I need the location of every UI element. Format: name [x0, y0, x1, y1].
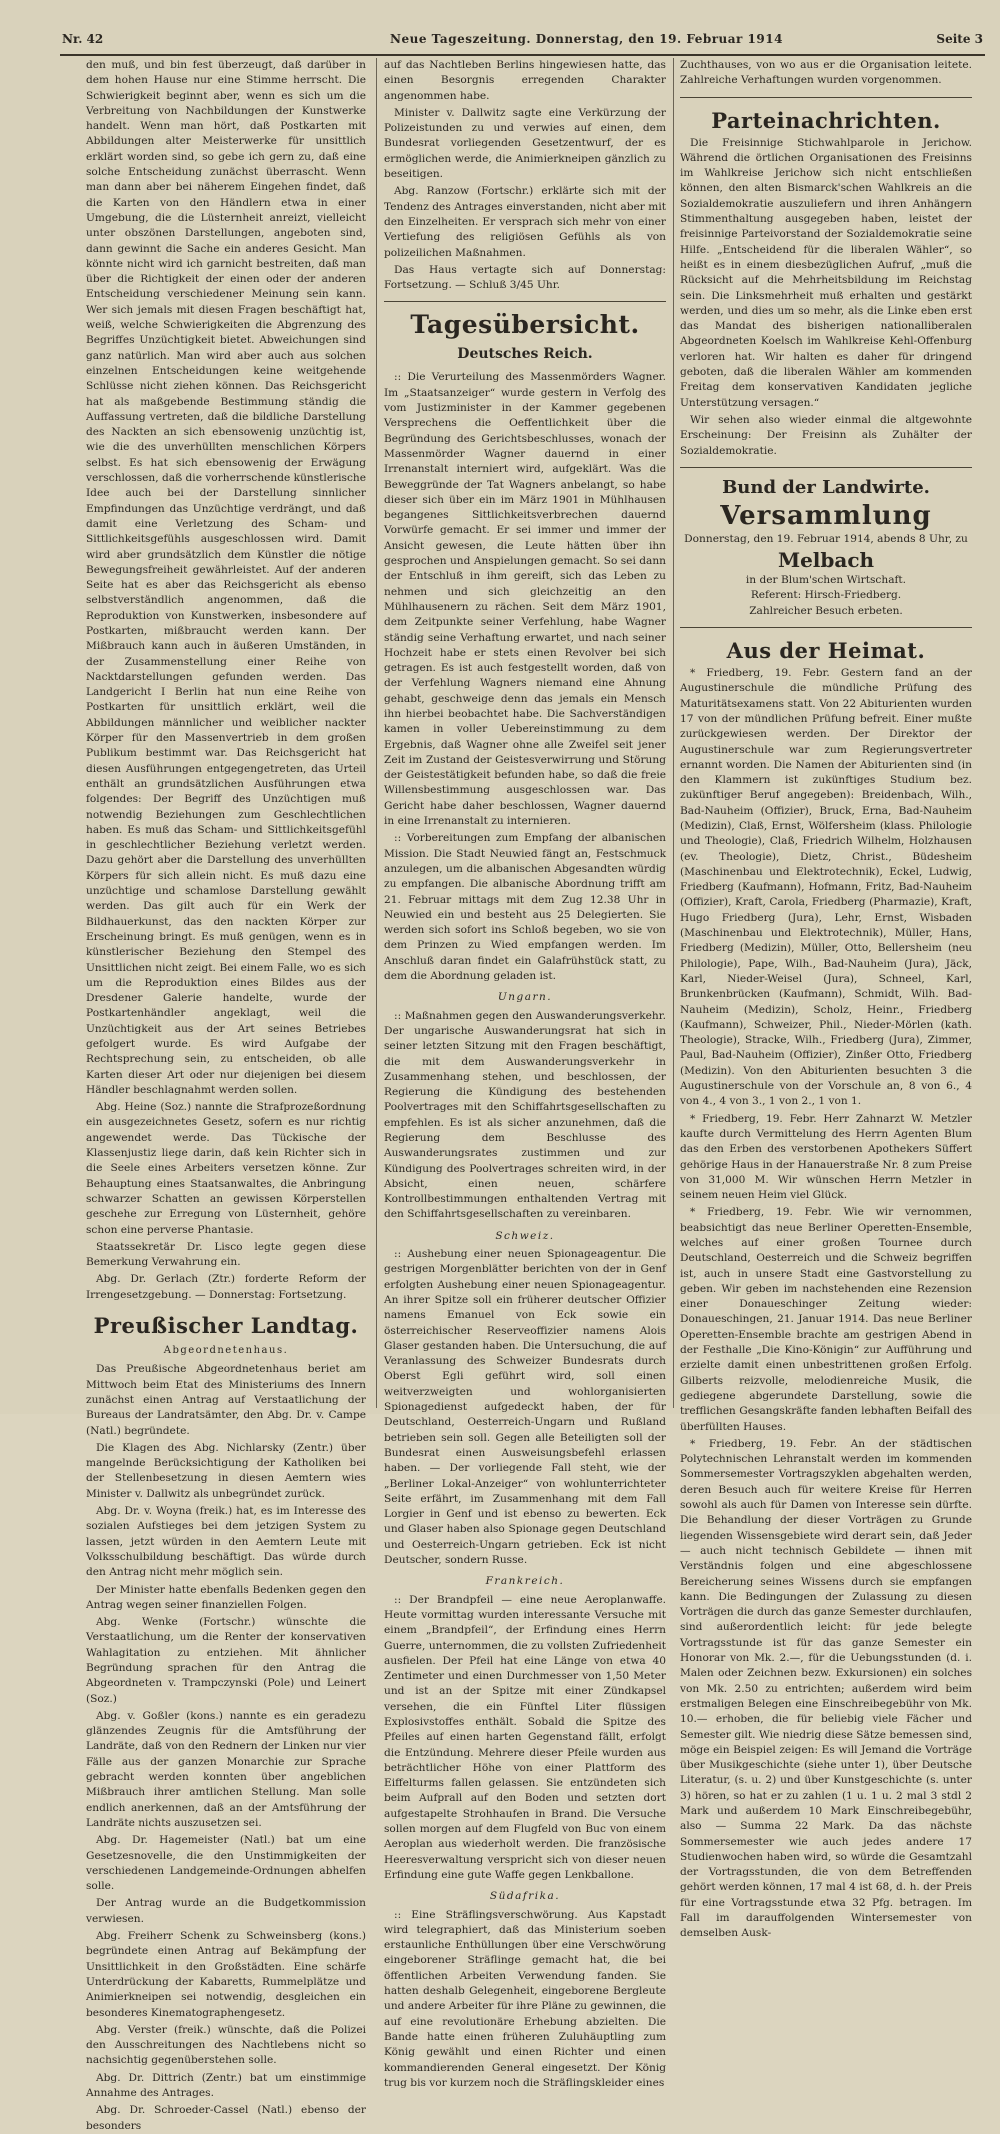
- paragraph: * Friedberg, 19. Febr. Herr Zahnarzt W. Metzler kaufte durch Vermittelung des Herrn Agenten Blum das den Erben des verstorbenen Apothekers Süffert gehörige Haus in der Hanauerstraße Nr. 8 zum Preise von 31,000 M. Wir wünschen Herrn Metzler in seinem neuen Heim viel Glück.: [680, 1112, 972, 1202]
- masthead: [60, 28, 985, 56]
- ad-venue: in der Blum'schen Wirtschaft.: [745, 574, 907, 587]
- paragraph: * Friedberg, 19. Febr. Wie wir vernommen, beabsichtigt das neue Berliner Operetten-Ensemble, welches auf einer großen Tournee durch Deutschland, Oesterreich und die Schweiz begriffen ist, auch in unsere Stadt eine Gastvorstellung zu geben. Wir geben im nachstehenden eine Rezension einer Donaueschinger Zeitung wieder: Donaueschingen, 21. Januar 1914. Das neue Berliner Operetten-Ensemble brachte am gestrigen Abend in der Festhalle „Die Kino-Königin“ zur Aufführung und erzielte damit einen unbestrittenen großen Erfolg. Gilberts reizvolle, melodienreiche Musik, die gediegene abgerundete Darstellung, sowie die trefflichen Gesangskräfte fanden lebhaften Beifall des überfüllten Hauses.: [680, 1206, 972, 1433]
- ad-date: Donnerstag, den 19. Februar 1914, abends 8 Uhr, zu: [684, 532, 968, 545]
- column-3: [680, 58, 972, 1940]
- column-rule: [673, 58, 674, 1408]
- paragraph: den muß, und bin fest überzeugt, daß darüber in dem hohen Hause nur eine Stimme herrscht. Die Schwierigkeit beginnt aber, wenn es sich um die Verbreitung von Nachbildungen der Kunstwerke handelt. Wenn man hört, daß Postkarten mit Abbildungen alter Meisterwerke für unsittlich erklärt worden sind, so gebe ich gern zu, daß eine solche Entscheidung zunächst überrascht. Wenn man dann aber bei näherem Eingehen findet, daß die Karten von den Händlern etwa in einer Umgebung, die die Lüsternheit anreizt, vielleicht unter obszönen Darstellungen, angeboten sind, dann gewinnt die Sache ein anderes Gesicht. Man könnte nicht wird ich garnicht bestreiten, daß man über die Richtigkeit der einen oder der anderen Entscheidung verschiedener Meinung sein kann. Wer sich jemals mit diesen Fragen beschäftigt hat, weiß, welche Schwierigkeiten die Abgrenzung des Begriffes Unzüchtigkeit bietet. Abweichungen sind ganz natürlich. Man wird aber auch aus solchen einzelnen Entscheidungen keine weitgehende Schlüsse nicht ziehen können. Das Reichsgericht hat als maßgebende Bestimmung ständig die Auffassung vertreten, daß die bildliche Darstellung des Nackten an sich ebensowenig unzüchtig ist, wie die des unverhüllten menschlichen Körpers selbst. Es hat sich ebensowenig der Erwägung verschlossen, daß die vorherrschende künstlerische Idee auch bei der Darstellung sinnlicher Empfindungen das Unzüchtige verdrängt, und daß damit eine Verletzung des Scham- und Sittlichkeitsgefühls ausgeschlossen wird. Damit wird aber grundsätzlich dem Künstler die nötige Bewegungsfreiheit gewährleistet. Auf der anderen Seite hat es aber das Reichsgericht als ebenso selbstverständlich angenommen, daß die Reproduktion von Kunstwerken, insbesondere auf Postkarten, mißbraucht werden kann. Der Mißbrauch kann auch in äußeren Umständen, in der Zusammenstellung einer Reihe von Nacktdarstellungen gefunden werden. Das Landgericht I Berlin hat nun eine Reihe von Postkarten für unsittlich erklärt, weil die Abbildungen männlicher und weiblicher nackter Körper für den Massenvertrieb in dem großen Publikum bestimmt war. Das Reichsgericht hat diesen Ausführungen entgegengetreten, das Urteil enthält an grundsätzlichen Ausführungen etwa folgendes: Der Begriff des Unzüchtigen muß notwendig Beziehungen zum Geschlechtlichen haben. Es muß das Scham- und Sittlichkeitsgefühl in geschlechtlicher Beziehung verletzt werden. Dazu gehört aber die Darstellung des unverhüllten Körpers für sich allein nicht. Es muß dazu eine unzüchtige und schamlose Darstellung gewählt werden. Das gilt auch für ein Werk der Bildhauerkunst, das den nackten Körper zur Erscheinung bringt. Es muß genügen, wenn es in künstlerischer Beziehung den Stempel des Unsittlichen nicht zeigt. Bei einem Falle, wo es sich um die Reproduktion eines Bildes aus der Dresdener Galerie handelte, wurde der Postkartenhändler angeklagt, weil die Unzüchtigkeit aus der Art seines Betriebes gefolgert wurde. Es wird Aufgabe der Rechtsprechung sein, zu entscheiden, ob alle Karten dieser Art oder nur diejenigen bei diesem Händler beschlagnahmt werden sollen.: [86, 59, 367, 1096]
- paragraph: Abg. Heine (Soz.) nannte die Strafprozeßordnung ein ausgezeichnetes Gesetz, sofern es nur richtig angewendet werde. Das Tückische der Klassenjustiz liege darin, daß kein Richter sich in die Seele eines Arbeiters versetzen könne. Zur Behauptung eines Staatsanwaltes, die Anbringung schwarzer Schatten an gewissen Körperstellen geschehe zur Erregung von Lüsternheit, gehöre schon eine perverse Phantasie.: [86, 1101, 366, 1236]
- subheadline-abgeordnetenhaus: Abgeordnetenhaus.: [163, 1345, 289, 1357]
- paragraph: :: Die Verurteilung des Massenmörders Wagner. Im „Staatsanzeiger“ wurde gestern in Verfolg des vom Justizminister in der Kammer gegebenen Versprechens die Oeffentlichkeit über die Begründung des Gerichtsbeschlusses, wonach der Massenmörder Wagner dauernd in einer Irrenanstalt interniert wird, aufgeklärt. Was die Beweggründe der Tat Wagners anbelangt, so habe dieser sich über ein im März 1901 in Mühlhausen begangenes Sittlichkeitsverbrechen dauernd Vorwürfe gemacht. Er sei immer und immer der Ansicht gewesen, die Leute hätten über ihn gesprochen und Anspielungen gemacht. So sei dann der Entschluß in ihm gereift, sich das Leben zu nehmen und sich gleichzeitig an den Mühlhausenern zu rächen. Seit dem März 1901, dem Zeitpunkte seiner Verfehlung, habe Wagner ständig seine Verhaftung erwartet, und nach seiner Hochzeit habe er stets einen Revolver bei sich getragen. Es ist auch festgestellt worden, daß von der Verfehlung Wagners niemand eine Ahnung gehabt, geschweige denn das jemals ein Mensch ihn hierbei beobachtet habe. Die Sachverständigen kamen in voller Uebereinstimmung zu dem Ergebnis, daß Wagner ohne alle Zweifel seit jener Zeit im Zustand der Geistesverwirrung und Störung der Geistestätigkeit befunden habe, so daß die freie Willensbestimmung ausgeschlossen war. Das Gericht habe daher beschlossen, Wagner dauernd in eine Irrenanstalt zu internieren.: [384, 371, 666, 828]
- paragraph: Der Antrag wurde an die Budgetkommission verwiesen.: [86, 1897, 366, 1925]
- paragraph: Abg. Wenke (Fortschr.) wünschte die Verstaatlichung, um die Renter der konservativen Wahlagitation zu entziehen. Mit ähnlicher Begründung sprachen für den Antrag die Abgeordneten v. Trampczynski (Pole) und Leinert (Soz.): [86, 1616, 366, 1705]
- ad-place: Melbach: [777, 548, 875, 573]
- paragraph: Wir sehen also wieder einmal die altgewohnte Erscheinung: Der Freisinn als Zuhälter der Sozialdemokratie.: [680, 413, 972, 457]
- paragraph: :: Der Brandpfeil — eine neue Aeroplanwaffe. Heute vormittag wurden interessante Versuche mit einem „Brandpfeil“, der Erfindung eines Herrn Guerre, unternommen, die zu vollsten Zufriedenheit ausfielen. Der Pfeil hat eine Länge von etwa 40 Zentimeter und einen Durchmesser von 1,50 Meter und ist an der Spitze mit einer Zündkapsel versehen, die ein Fünftel Liter flüssigen Explosivstoffes enthält. Sobald die Spitze des Pfeiles auf einen harten Gegenstand fällt, erfolgt die Entzündung. Mehrere dieser Pfeile wurden aus beträchtlicher Höhe von einer Plattform des Eiffelturms fallen gelassen. Sie entzündeten sich beim Aufprall auf den Boden und setzten dort aufgestapelte Strohhaufen in Brand. Die Versuche sollen morgen auf dem Flugfeld von Buc von einem Aeroplan aus wiederholt werden. Die französische Heeresverwaltung verspricht sich von dieser neuen Erfindung eine gute Waffe gegen Lenkballone.: [384, 1593, 666, 1881]
- paragraph: Staatssekretär Dr. Lisco legte gegen diese Bemerkung Verwahrung ein.: [86, 1240, 366, 1269]
- column-1: [86, 58, 367, 2132]
- paragraph: Abg. Dr. Hagemeister (Natl.) bat um eine Gesetzesnovelle, die den Unstimmigkeiten der verschiedenen Landgemeinde-Ordnungen abhelfen solle.: [86, 1834, 366, 1893]
- paragraph: :: Vorbereitungen zum Empfang der albanischen Mission. Die Stadt Neuwied fängt an, Festschmuck anzulegen, um die albanischen Abgesandten würdig zu empfangen. Die albanische Abordnung trifft am 21. Februar mittags mit dem Zug 12.38 Uhr in Neuwied ein und besteht aus 25 Delegierten. Sie werden sich sofort ins Schloß begeben, wo sie von dem Prinzen zu Wied empfangen werden. Im Anschluß daran findet ein Galafrühstück statt, zu dem die Abordnung geladen ist.: [384, 832, 666, 983]
- paragraph: Das Haus vertagte sich auf Donnerstag: Fortsetzung. — Schluß 3/45 Uhr.: [384, 263, 666, 292]
- section-divider: [680, 97, 972, 98]
- headline-ungarn: Ungarn.: [497, 991, 553, 1004]
- newspaper-title-date: Neue Tageszeitung. Donnerstag, den 19. Februar 1914: [390, 32, 783, 46]
- paragraph: Abg. v. Goßler (kons.) nannte es ein geradezu glänzendes Zeugnis für die Amtsführung der Landräte, daß von den Rednern der Linken nur vier Fälle aus der ganzen Monarchie zur Sprache gebracht werden konnten über angeblichen Mißbrauch ihrer amtlichen Stellung. Man solle endlich anerkennen, daß an der Amtsführung der Landräte nichts auszusetzen sei.: [86, 1709, 366, 1829]
- paragraph: :: Maßnahmen gegen den Auswanderungsverkehr. Der ungarische Auswanderungsrat hat sich in seiner letzten Sitzung mit den Fragen beschäftigt, die mit dem Auswanderungsverkehr in Zusammenhang stehen, und beschlossen, der Regierung die Kündigung des bestehenden Poolvertrages mit den Schiffahrtsgesellschaften zu empfehlen. Es ist als sicher anzunehmen, daß die Regierung dem Beschlusse des Auswanderungsrates zustimmen und zur Kündigung des Poolvertrages schreiten wird, in der Absicht, einen neuen, schärfere Kontrollbestimmungen enthaltenden Vertrag mit den Schiffahrtsgesellschaften zu vereinbaren.: [384, 1009, 666, 1221]
- column-rule: [376, 58, 377, 1408]
- section-divider: [680, 467, 972, 468]
- paragraph: Die Klagen des Abg. Nichlarsky (Zentr.) über mangelnde Berücksichtigung der Katholiken bei der Stellenbesetzung in diesen Aemtern wies Minister v. Dallwitz als unbegründet zurück.: [86, 1441, 366, 1500]
- page-number: Seite 3: [936, 32, 983, 46]
- ad-speaker: Referent: Hirsch-Friedberg.: [750, 589, 902, 602]
- paragraph: Der Minister hatte ebenfalls Bedenken gegen den Antrag wegen seiner finanziellen Folgen.: [86, 1583, 366, 1611]
- headline-preussischer-landtag: Preußischer Landtag.: [93, 1313, 359, 1339]
- section-divider: [680, 627, 972, 628]
- headline-suedafrika: Südafrika.: [489, 1890, 561, 1903]
- headline-frankreich: Frankreich.: [485, 1575, 565, 1588]
- paragraph: Abg. Freiherr Schenk zu Schweinsberg (kons.) begründete einen Antrag auf Bekämpfung der Unsittlichkeit in den Großstädten. Eine schärfe Unterdrückung der Kabaretts, Rummelplätze und Animierkneipen sei notwendig, desgleichen ein besonderes Kinematographengesetz.: [86, 1930, 366, 2019]
- paragraph: :: Eine Sträflingsverschwörung. Aus Kapstadt wird telegraphiert, daß das Ministerium soeben erstaunliche Enthüllungen über eine Verschwörung eingeborener Sträflinge gemacht hat, die bei öffentlichen Arbeiten Verwendung fanden. Sie hatten deshalb Gelegenheit, eingeborene Bergleute und andere Arbeiter für ihre Pläne zu gewinnen, die auf eine revolutionäre Erhebung abzielten. Die Bande hatte einen früheren Zuluhäuptling zum König gewählt und einen Richter und einen kommandierenden General eingesetzt. Der König trug bis vor kurzem noch die Sträflingskleider eines: [384, 1908, 666, 2089]
- paragraph: Abg. Dr. Schroeder-Cassel (Natl.) ebenso der besonders: [86, 2104, 366, 2132]
- paragraph: Das Preußische Abgeordnetenhaus beriet am Mittwoch beim Etat des Ministeriums des Innern zunächst einen Antrag auf Verstaatlichung der Bureaus der Landratsämter, den Abg. Dr. v. Campe (Natl.) begründete.: [86, 1363, 366, 1437]
- paragraph: Die Freisinnige Stichwahlparole in Jerichow. Während die örtlichen Organisationen des Freisinns im Wahlkreise Jerichow sich nicht entschließen können, den alten Bismarck'schen Wahlkreis an die Sozialdemokratie auszuliefern und ihren Anhängern Stimmenthaltung ausgegeben haben, leistet der freisinnige Parteivorstand der Sozialdemokratie seine Hilfe. „Entscheidend für die liberalen Wähler“, so heißt es in einem diesbezüglichen Aufruf, „muß die Rücksicht auf die Mehrheitsbildung im Reichstag sein. Die Linksmehrheit muß erhalten und gestärkt werden, und dies um so mehr, als die Linke eben erst das Mandat des bisherigen nationalliberalen Abgeordneten Koelsch im Wahlkreise Kehl-Offenburg verloren hat. Wir halten es daher für dringend geboten, daß die liberalen Wähler am kommenden Freitag dem konservativen Kandidaten jegliche Unterstützung versagen.“: [680, 136, 972, 409]
- paragraph: * Friedberg, 19. Febr. An der städtischen Polytechnischen Lehranstalt werden im kommenden Sommersemester Vortragszyklen abgehalten werden, deren Besuch auch für weitere Kreise für Herren sowohl als auch für Damen von Interesse sein dürfte. Die Behandlung der dieser Vorträgen zu Grunde liegenden Wissensgebiete wird derart sein, daß Jeder — auch nicht technisch Gebildete — ihnen mit Verständnis folgen und eine abgeschlossene Bereicherung seines Wissens durch sie empfangen kann. Die Bedingungen der Zulassung zu diesen Vorträgen die durch das ganze Semester durchlaufen, sind außerordentlich leicht: für jede belegte Vortragsstunde ist für das ganze Semester ein Honorar von Mk. 2.—, für die Uebungsstunden (d. i. Malen oder Zeichnen bezw. Exkursionen) ein solches von Mk. 2.50 zu entrichten; außerdem wird beim erstmaligen Belegen eine Einschreibegebühr von Mk. 10.— erhoben, die für beliebig viele Fächer und Semester gilt. Wie niedrig diese Sätze bemessen sind, möge ein Beispiel zeigen: Es will Jemand die Vorträge über Musikgeschichte (siehe unter 1), über Deutsche Literatur, (s. u. 2) und über Kunstgeschichte (s. unter 3) hören, so hat er zu zahlen (1 u. 1 u. 2 mal 3 stdl 2 Mark und außerdem 10 Mark Einschreibegebühr, also — Summa 22 Mark. Da das nächste Sommersemester wie auch jedes andere 17 Studienwochen haben wird, so würde die Gesamtzahl der Vortragsstunden, die von dem Betreffenden gehört werden können, 17 mal 4 ist 68, d. h. der Preis für eine Vortragsstunde etwa 32 Pfg. betragen. Im Fall im darauffolgenden Wintersemester von demselben Ausk-: [680, 1437, 972, 1940]
- paragraph: auf das Nachtleben Berlins hingewiesen hatte, das einen Besorgnis erregenden Charakter angenommen habe.: [384, 59, 666, 102]
- paragraph: Zuchthauses, von wo aus er die Organisation leitete. Zahlreiche Verhaftungen wurden vorgenommen.: [680, 59, 972, 87]
- paragraph: * Friedberg, 19. Febr. Gestern fand an der Augustinerschule die mündliche Prüfung des Maturitätsexamens statt. Von 22 Abiturienten wurden 17 von der mündlichen Prüfung befreit. Einer mußte zurückgewiesen werden. Der Direktor der Augustinerschule war zum Regierungsvertreter ernannt worden. Die Namen der Abiturienten sind (in den Klammern ist zukünftiges Studium bez. zukünftiger Beruf angegeben): Breidenbach, Wilh., Bad-Nauheim (Offizier), Bruck, Erna, Bad-Nauheim (Medizin), Claß, Ernst, Wölfersheim (klass. Philologie und Theologie), Claß, Friedrich Wilhelm, Holzhausen (ev. Theologie), Dietz, Christ., Büdesheim (Maschinenbau und Elektrotechnik), Eckel, Ludwig, Friedberg (Kaufmann), Hofmann, Fritz, Bad-Nauheim (Offizier), Kraft, Carola, Friedberg (Pharmazie), Kraft, Hugo Friedberg (Jura), Lehr, Ernst, Wisbaden (Maschinenbau und Elektrotechnik), Müller, Hans, Friedberg (Medizin), Müller, Otto, Bellersheim (neu Philologie), Pape, Wilh., Bad-Nauheim (Jura), Jäck, Karl, Nieder-Weisel (Jura), Schneel, Karl, Brunkenbrücken (Kaufmann), Schmidt, Wilh. Bad-Nauheim (Medizin), Scholz, Heinr., Friedberg (Kaufmann), Schweizer, Phil., Nieder-Mörlen (kath. Theologie), Stracke, Wilh., Friedberg (Jura), Zimmer, Paul, Bad-Nauheim (Offizier), Zinßer Otto, Friedberg (Medizin). Von den Abiturienten besuchten 3 die Augustinerschule von der Vorschule an, 8 von 6., 4 von 4., 4 von 3., 1 von 2., 1 von 1.: [680, 667, 972, 1108]
- paragraph: Minister v. Dallwitz sagte eine Verkürzung der Polizeistunden zu und verwies auf einen, dem Bundesrat vorliegenden Gesetzentwurf, der es ermöglichen werde, die Animierkneipen gänzlich zu beseitigen.: [384, 106, 666, 181]
- paragraph: Abg. Dr. v. Woyna (freik.) hat, es im Interesse des sozialen Aufstieges bei dem jetzigen System zu lassen, jetzt würden in den Aemtern Leute mit Volksschulbildung beschäftigt. Das würde durch den Antrag nicht mehr möglich sein.: [86, 1505, 366, 1579]
- paragraph: Abg. Dr. Dittrich (Zentr.) bat um einstimmige Annahme des Antrages.: [86, 2071, 366, 2099]
- paragraph: :: Aushebung einer neuen Spionageagentur. Die gestrigen Morgenblätter berichten von der in Genf erfolgten Aushebung einer neuen Spionageagentur. An ihrer Spitze soll ein früherer deutscher Offizier namens Emanuel von Eck sowie ein österreichischer Reserveoffizier namens Alois Glaser gestanden haben. Die Untersuchung, die auf Veranlassung des Schweizer Bundesrats durch Oberst Egli geführt wird, soll einen weitverzweigten und wohlorganisierten Spionagedienst aufgedeckt haben, der für Deutschland, Oesterreich-Ungarn und Rußland betrieben sein soll. Gegen alle Beteiligten soll der Bundesrat einen Ausweisungsbefehl erlassen haben. — Der vorliegende Fall steht, wie der „Berliner Lokal-Anzeiger“ von wohlunterrichteter Seite erfährt, im Zusammenhang mit dem Fall Lorgier in Genf und ist ebenso zu bewerten. Eck und Glaser haben also Spionage gegen Deutschland und Oesterreich-Ungarn getrieben. Eck ist nicht Deutscher, sondern Russe.: [384, 1248, 666, 1567]
- issue-number: Nr. 42: [62, 32, 104, 46]
- headline-deutsches-reich: Deutsches Reich.: [457, 346, 593, 363]
- section-divider: [384, 301, 666, 302]
- headline-schweiz: Schweiz.: [495, 1229, 555, 1242]
- headline-aus-der-heimat: Aus der Heimat.: [726, 638, 926, 664]
- paragraph: Abg. Ranzow (Fortschr.) erklärte sich mit der Tendenz des Antrages einverstanden, nicht aber mit den Einzelheiten. Er versprach sich mehr von einer Vertiefung des religiösen Gefühls als von polizeilichen Maßnahmen.: [384, 185, 666, 259]
- ad-heading: Versammlung: [720, 500, 932, 531]
- headline-tagesuebersicht: Tagesübersicht.: [410, 310, 640, 340]
- paragraph: Abg. Dr. Gerlach (Ztr.) forderte Reform der Irrengesetzgebung. — Donnerstag: Fortsetzung.: [86, 1273, 366, 1301]
- ad-title: Bund der Landwirte.: [722, 476, 930, 498]
- column-2: [384, 58, 666, 2089]
- advertisement-bund-der-landwirte: [680, 476, 972, 619]
- ad-note: Zahlreicher Besuch erbeten.: [749, 604, 903, 617]
- paragraph: Abg. Verster (freik.) wünschte, daß die Polizei den Ausschreitungen des Nachtlebens nicht so nachsichtig gegenüberstehen solle.: [86, 2023, 366, 2067]
- headline-parteinachrichten: Parteinachrichten.: [711, 107, 941, 133]
